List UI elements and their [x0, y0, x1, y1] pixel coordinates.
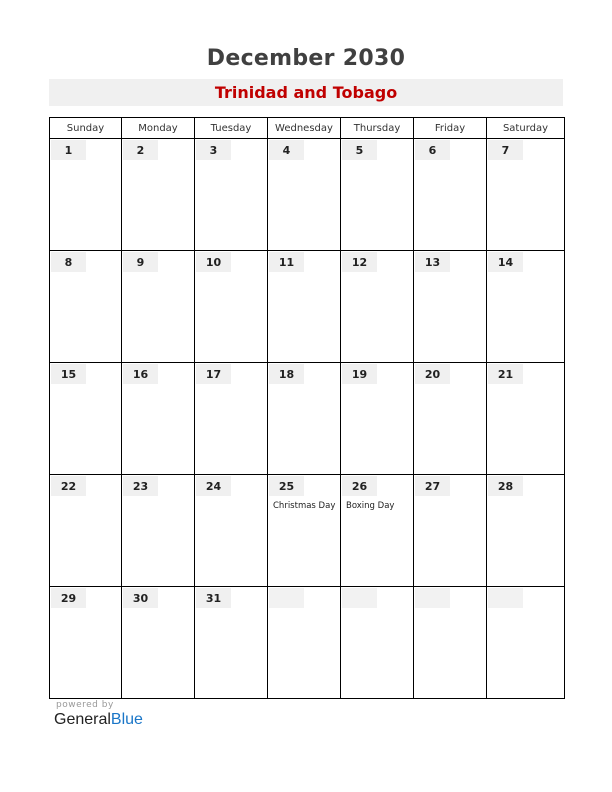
country-banner: [49, 79, 563, 106]
weekday-header: Monday: [122, 118, 195, 139]
day-cell[interactable]: [414, 475, 487, 587]
weekday-header: Friday: [414, 118, 487, 139]
week-row: [50, 363, 565, 475]
day-number: 1: [51, 140, 86, 160]
day-number: 15: [51, 364, 86, 384]
day-cell[interactable]: [414, 363, 487, 475]
holiday-label: Boxing Day: [346, 501, 395, 511]
day-cell[interactable]: [195, 363, 268, 475]
week-row: [50, 139, 565, 251]
day-cell[interactable]: [195, 139, 268, 251]
day-number: 26: [342, 476, 377, 496]
day-cell[interactable]: [268, 475, 341, 587]
day-cell[interactable]: [50, 139, 122, 251]
day-number: 22: [51, 476, 86, 496]
calendar-grid: [49, 117, 565, 699]
day-cell[interactable]: [341, 587, 414, 699]
day-cell[interactable]: [268, 251, 341, 363]
day-cell[interactable]: [487, 587, 565, 699]
day-number: 27: [415, 476, 450, 496]
day-number: [488, 588, 523, 608]
day-number: 16: [123, 364, 158, 384]
day-number: [342, 588, 377, 608]
holiday-label: Christmas Day: [273, 501, 336, 511]
day-number: 19: [342, 364, 377, 384]
day-cell[interactable]: [487, 139, 565, 251]
week-row: [50, 475, 565, 587]
day-cell[interactable]: [414, 251, 487, 363]
weekday-header: Tuesday: [195, 118, 268, 139]
day-number: 10: [196, 252, 231, 272]
generalblue-logo[interactable]: [54, 711, 143, 729]
day-cell[interactable]: [50, 587, 122, 699]
day-number: 30: [123, 588, 158, 608]
day-number: 3: [196, 140, 231, 160]
weekday-header: Wednesday: [268, 118, 341, 139]
day-cell[interactable]: [341, 475, 414, 587]
day-cell[interactable]: [50, 475, 122, 587]
weekday-header: Saturday: [487, 118, 565, 139]
day-cell[interactable]: [122, 363, 195, 475]
day-number: 8: [51, 252, 86, 272]
day-cell[interactable]: [122, 251, 195, 363]
country-name: Trinidad and Tobago: [214, 83, 398, 102]
day-number: 7: [488, 140, 523, 160]
day-cell[interactable]: [122, 139, 195, 251]
day-cell[interactable]: [341, 139, 414, 251]
day-cell[interactable]: [268, 363, 341, 475]
day-number: 18: [269, 364, 304, 384]
day-number: 14: [488, 252, 523, 272]
day-number: 29: [51, 588, 86, 608]
day-number: 12: [342, 252, 377, 272]
day-number: 17: [196, 364, 231, 384]
calendar-title: December 2030: [206, 46, 406, 71]
weekday-header: Sunday: [50, 118, 122, 139]
day-cell[interactable]: [195, 251, 268, 363]
day-cell[interactable]: [487, 363, 565, 475]
day-cell[interactable]: [341, 251, 414, 363]
day-cell[interactable]: [268, 139, 341, 251]
brand-general: General: [54, 711, 111, 728]
weekday-header: Thursday: [341, 118, 414, 139]
day-cell[interactable]: [268, 587, 341, 699]
day-number: 13: [415, 252, 450, 272]
day-cell[interactable]: [414, 139, 487, 251]
day-number: 9: [123, 252, 158, 272]
day-number: 25: [269, 476, 304, 496]
week-row: [50, 587, 565, 699]
day-number: 4: [269, 140, 304, 160]
day-number: 24: [196, 476, 231, 496]
day-cell[interactable]: [487, 475, 565, 587]
day-number: 28: [488, 476, 523, 496]
day-cell[interactable]: [50, 363, 122, 475]
day-number: 2: [123, 140, 158, 160]
brand-blue: Blue: [110, 711, 143, 728]
week-row: [50, 251, 565, 363]
day-cell[interactable]: [122, 475, 195, 587]
powered-by-label: powered by: [56, 700, 114, 710]
day-number: 21: [488, 364, 523, 384]
day-number: [269, 588, 304, 608]
day-number: 5: [342, 140, 377, 160]
day-cell[interactable]: [195, 587, 268, 699]
day-number: 31: [196, 588, 231, 608]
day-number: 20: [415, 364, 450, 384]
day-cell[interactable]: [122, 587, 195, 699]
day-number: 11: [269, 252, 304, 272]
day-number: 6: [415, 140, 450, 160]
day-cell[interactable]: [414, 587, 487, 699]
day-number: [415, 588, 450, 608]
day-number: 23: [123, 476, 158, 496]
weekday-header-row: [50, 118, 565, 139]
day-cell[interactable]: [341, 363, 414, 475]
day-cell[interactable]: [50, 251, 122, 363]
day-cell[interactable]: [195, 475, 268, 587]
day-cell[interactable]: [487, 251, 565, 363]
